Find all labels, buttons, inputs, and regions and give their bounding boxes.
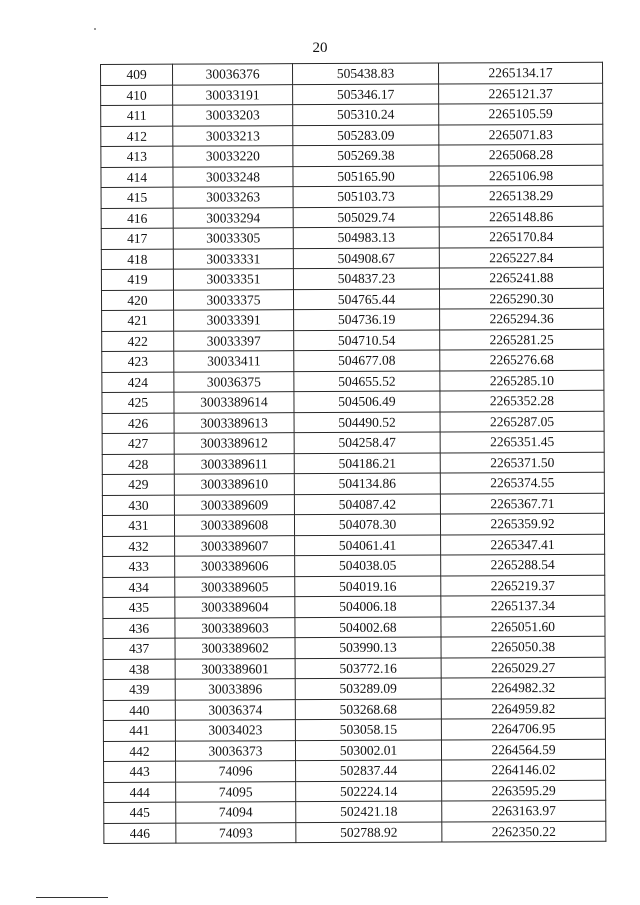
y-coordinate-cell: 2265351.45 bbox=[440, 431, 604, 452]
x-coordinate-cell: 504038.05 bbox=[295, 555, 441, 576]
table-row bbox=[102, 370, 604, 393]
y-coordinate-cell: 2264146.02 bbox=[442, 759, 606, 780]
table-row bbox=[101, 267, 603, 290]
point-id-cell: 3003389608 bbox=[174, 515, 294, 536]
point-number-cell: 446 bbox=[104, 823, 176, 844]
x-coordinate-cell: 504983.13 bbox=[293, 227, 439, 248]
x-coordinate-cell: 505438.83 bbox=[293, 63, 439, 84]
point-number-cell: 413 bbox=[101, 146, 173, 167]
point-number-cell: 421 bbox=[102, 310, 174, 331]
point-number-cell: 435 bbox=[103, 597, 175, 618]
y-coordinate-cell: 2265106.98 bbox=[439, 165, 603, 186]
x-coordinate-cell: 505029.74 bbox=[293, 207, 439, 228]
point-number-cell: 433 bbox=[103, 556, 175, 577]
table-row bbox=[101, 247, 603, 270]
point-number-cell: 441 bbox=[103, 720, 175, 741]
table-row bbox=[102, 308, 604, 331]
table-row bbox=[101, 165, 603, 188]
table-row bbox=[103, 636, 605, 659]
x-coordinate-cell: 504019.16 bbox=[295, 576, 441, 597]
y-coordinate-cell: 2263163.97 bbox=[442, 800, 606, 821]
table-row bbox=[103, 534, 605, 557]
x-coordinate-cell: 504078.30 bbox=[294, 514, 440, 535]
point-number-cell: 411 bbox=[101, 105, 173, 126]
table-row bbox=[101, 144, 603, 167]
table-row bbox=[104, 800, 606, 823]
x-coordinate-cell: 504002.68 bbox=[295, 617, 441, 638]
page-number: 20 bbox=[312, 40, 328, 56]
x-coordinate-cell: 505283.09 bbox=[293, 125, 439, 146]
table-row bbox=[102, 452, 604, 475]
point-id-cell: 30033305 bbox=[173, 228, 293, 249]
y-coordinate-cell: 2265288.54 bbox=[441, 554, 605, 575]
x-coordinate-cell: 503058.15 bbox=[295, 719, 441, 740]
table-row bbox=[104, 759, 606, 782]
table-row bbox=[102, 513, 604, 536]
table-row bbox=[101, 124, 603, 147]
table-row bbox=[101, 62, 603, 85]
table-row bbox=[103, 698, 605, 721]
x-coordinate-cell: 504186.21 bbox=[294, 453, 440, 474]
x-coordinate-cell: 503990.13 bbox=[295, 637, 441, 658]
y-coordinate-cell: 2265281.25 bbox=[440, 329, 604, 350]
point-id-cell: 3003389614 bbox=[174, 392, 294, 413]
point-number-cell: 439 bbox=[103, 679, 175, 700]
table-row bbox=[102, 349, 604, 372]
point-id-cell: 30036373 bbox=[175, 740, 295, 761]
table-row bbox=[103, 554, 605, 577]
point-id-cell: 3003389612 bbox=[174, 433, 294, 454]
point-id-cell: 30033391 bbox=[174, 310, 294, 331]
table-row bbox=[103, 616, 605, 639]
x-coordinate-cell: 505310.24 bbox=[293, 104, 439, 125]
point-number-cell: 443 bbox=[104, 761, 176, 782]
point-number-cell: 422 bbox=[102, 331, 174, 352]
y-coordinate-cell: 2262350.22 bbox=[442, 821, 606, 842]
table-row bbox=[102, 472, 604, 495]
x-coordinate-cell: 504908.67 bbox=[293, 248, 439, 269]
point-number-cell: 445 bbox=[104, 802, 176, 823]
point-id-cell: 30033191 bbox=[173, 84, 293, 105]
x-coordinate-cell: 504765.44 bbox=[293, 289, 439, 310]
point-number-cell: 442 bbox=[103, 741, 175, 762]
point-number-cell: 409 bbox=[101, 64, 173, 85]
y-coordinate-cell: 2265138.29 bbox=[439, 185, 603, 206]
x-coordinate-cell: 503289.09 bbox=[295, 678, 441, 699]
point-id-cell: 3003389604 bbox=[175, 597, 295, 618]
y-coordinate-cell: 2264982.32 bbox=[441, 677, 605, 698]
y-coordinate-cell: 2265137.34 bbox=[441, 595, 605, 616]
point-id-cell: 30033397 bbox=[174, 330, 294, 351]
point-id-cell: 30033248 bbox=[173, 166, 293, 187]
y-coordinate-cell: 2265359.92 bbox=[440, 513, 604, 534]
table-row bbox=[104, 780, 606, 803]
point-id-cell: 74095 bbox=[176, 781, 296, 802]
point-number-cell: 425 bbox=[102, 392, 174, 413]
table-row bbox=[103, 595, 605, 618]
table-row bbox=[103, 677, 605, 700]
table-row bbox=[102, 390, 604, 413]
table-row bbox=[102, 329, 604, 352]
table-row bbox=[103, 657, 605, 680]
y-coordinate-cell: 2265374.55 bbox=[440, 472, 604, 493]
point-number-cell: 430 bbox=[102, 495, 174, 516]
point-id-cell: 30033896 bbox=[175, 679, 295, 700]
point-number-cell: 427 bbox=[102, 433, 174, 454]
y-coordinate-cell: 2265241.88 bbox=[439, 267, 603, 288]
x-coordinate-cell: 504655.52 bbox=[294, 371, 440, 392]
x-coordinate-cell: 504061.41 bbox=[295, 535, 441, 556]
y-coordinate-cell: 2265050.38 bbox=[441, 636, 605, 657]
y-coordinate-cell: 2265219.37 bbox=[441, 575, 605, 596]
coordinates-table bbox=[100, 62, 606, 844]
y-coordinate-cell: 2265051.60 bbox=[441, 616, 605, 637]
y-coordinate-cell: 2265105.59 bbox=[439, 103, 603, 124]
y-coordinate-cell: 2265347.41 bbox=[441, 534, 605, 555]
table-row bbox=[102, 431, 604, 454]
y-coordinate-cell: 2265029.27 bbox=[441, 657, 605, 678]
table-row bbox=[102, 493, 604, 516]
y-coordinate-cell: 2265148.86 bbox=[439, 206, 603, 227]
point-id-cell: 30036375 bbox=[174, 371, 294, 392]
coordinates-table-body bbox=[101, 62, 606, 843]
x-coordinate-cell: 505269.38 bbox=[293, 145, 439, 166]
x-coordinate-cell: 504736.19 bbox=[294, 309, 440, 330]
table-row bbox=[101, 288, 603, 311]
table-row bbox=[103, 718, 605, 741]
point-number-cell: 432 bbox=[103, 536, 175, 557]
y-coordinate-cell: 2265134.17 bbox=[438, 62, 602, 83]
point-id-cell: 30033351 bbox=[173, 269, 293, 290]
table-row bbox=[101, 103, 603, 126]
point-number-cell: 423 bbox=[102, 351, 174, 372]
point-id-cell: 30033220 bbox=[173, 146, 293, 167]
x-coordinate-cell: 503268.68 bbox=[295, 699, 441, 720]
point-id-cell: 3003389613 bbox=[174, 412, 294, 433]
point-id-cell: 3003389606 bbox=[175, 556, 295, 577]
table-row bbox=[101, 226, 603, 249]
point-number-cell: 416 bbox=[101, 208, 173, 229]
point-number-cell: 412 bbox=[101, 126, 173, 147]
x-coordinate-cell: 502224.14 bbox=[296, 781, 442, 802]
y-coordinate-cell: 2265294.36 bbox=[440, 308, 604, 329]
x-coordinate-cell: 502788.92 bbox=[296, 822, 442, 843]
x-coordinate-cell: 504837.23 bbox=[293, 268, 439, 289]
y-coordinate-cell: 2265227.84 bbox=[439, 247, 603, 268]
point-number-cell: 436 bbox=[103, 618, 175, 639]
x-coordinate-cell: 504134.86 bbox=[294, 473, 440, 494]
x-coordinate-cell: 504087.42 bbox=[294, 494, 440, 515]
x-coordinate-cell: 502421.18 bbox=[296, 801, 442, 822]
point-id-cell: 3003389602 bbox=[175, 638, 295, 659]
x-coordinate-cell: 505103.73 bbox=[293, 186, 439, 207]
y-coordinate-cell: 2265121.37 bbox=[439, 83, 603, 104]
y-coordinate-cell: 2265068.28 bbox=[439, 144, 603, 165]
y-coordinate-cell: 2265352.28 bbox=[440, 390, 604, 411]
point-id-cell: 74094 bbox=[176, 802, 296, 823]
point-number-cell: 426 bbox=[102, 413, 174, 434]
x-coordinate-cell: 504677.08 bbox=[294, 350, 440, 371]
point-number-cell: 417 bbox=[101, 228, 173, 249]
point-id-cell: 3003389603 bbox=[175, 617, 295, 638]
point-number-cell: 414 bbox=[101, 167, 173, 188]
y-coordinate-cell: 2265285.10 bbox=[440, 370, 604, 391]
y-coordinate-cell: 2265367.71 bbox=[440, 493, 604, 514]
point-number-cell: 440 bbox=[103, 700, 175, 721]
point-number-cell: 434 bbox=[103, 577, 175, 598]
point-id-cell: 3003389609 bbox=[174, 494, 294, 515]
y-coordinate-cell: 2265276.68 bbox=[440, 349, 604, 370]
point-id-cell: 3003389607 bbox=[175, 535, 295, 556]
point-number-cell: 444 bbox=[104, 782, 176, 803]
point-id-cell: 3003389601 bbox=[175, 658, 295, 679]
point-number-cell: 410 bbox=[101, 85, 173, 106]
point-number-cell: 429 bbox=[102, 474, 174, 495]
point-id-cell: 30033294 bbox=[173, 207, 293, 228]
table-row bbox=[104, 821, 606, 844]
point-id-cell: 30033263 bbox=[173, 187, 293, 208]
x-coordinate-cell: 504710.54 bbox=[294, 330, 440, 351]
x-coordinate-cell: 502837.44 bbox=[296, 760, 442, 781]
x-coordinate-cell: 505165.90 bbox=[293, 166, 439, 187]
y-coordinate-cell: 2263595.29 bbox=[442, 780, 606, 801]
y-coordinate-cell: 2265371.50 bbox=[440, 452, 604, 473]
point-number-cell: 420 bbox=[101, 290, 173, 311]
point-id-cell: 30036374 bbox=[175, 699, 295, 720]
point-id-cell: 30033213 bbox=[173, 125, 293, 146]
point-number-cell: 431 bbox=[102, 515, 174, 536]
point-number-cell: 437 bbox=[103, 638, 175, 659]
x-coordinate-cell: 504490.52 bbox=[294, 412, 440, 433]
point-id-cell: 3003389605 bbox=[175, 576, 295, 597]
point-id-cell: 3003389611 bbox=[174, 453, 294, 474]
point-number-cell: 428 bbox=[102, 454, 174, 475]
y-coordinate-cell: 2265170.84 bbox=[439, 226, 603, 247]
table-row bbox=[103, 739, 605, 762]
table-row bbox=[101, 185, 603, 208]
point-id-cell: 30033331 bbox=[173, 248, 293, 269]
x-coordinate-cell: 504006.18 bbox=[295, 596, 441, 617]
point-id-cell: 30033375 bbox=[173, 289, 293, 310]
table-row bbox=[101, 83, 603, 106]
point-number-cell: 419 bbox=[101, 269, 173, 290]
point-id-cell: 74096 bbox=[176, 761, 296, 782]
point-number-cell: 415 bbox=[101, 187, 173, 208]
y-coordinate-cell: 2264564.59 bbox=[441, 739, 605, 760]
table-row bbox=[102, 411, 604, 434]
point-id-cell: 30034023 bbox=[175, 720, 295, 741]
point-number-cell: 418 bbox=[101, 249, 173, 270]
y-coordinate-cell: 2265287.05 bbox=[440, 411, 604, 432]
table-row bbox=[103, 575, 605, 598]
y-coordinate-cell: 2264959.82 bbox=[441, 698, 605, 719]
footnote-rule bbox=[36, 897, 108, 898]
table-row bbox=[101, 206, 603, 229]
point-number-cell: 438 bbox=[103, 659, 175, 680]
scan-speck bbox=[94, 28, 96, 30]
x-coordinate-cell: 504506.49 bbox=[294, 391, 440, 412]
x-coordinate-cell: 504258.47 bbox=[294, 432, 440, 453]
y-coordinate-cell: 2265290.30 bbox=[439, 288, 603, 309]
point-id-cell: 3003389610 bbox=[174, 474, 294, 495]
point-id-cell: 30036376 bbox=[173, 64, 293, 85]
point-id-cell: 74093 bbox=[176, 822, 296, 843]
point-id-cell: 30033203 bbox=[173, 105, 293, 126]
x-coordinate-cell: 503002.01 bbox=[295, 740, 441, 761]
y-coordinate-cell: 2264706.95 bbox=[441, 718, 605, 739]
y-coordinate-cell: 2265071.83 bbox=[439, 124, 603, 145]
point-id-cell: 30033411 bbox=[174, 351, 294, 372]
x-coordinate-cell: 505346.17 bbox=[293, 84, 439, 105]
x-coordinate-cell: 503772.16 bbox=[295, 658, 441, 679]
point-number-cell: 424 bbox=[102, 372, 174, 393]
